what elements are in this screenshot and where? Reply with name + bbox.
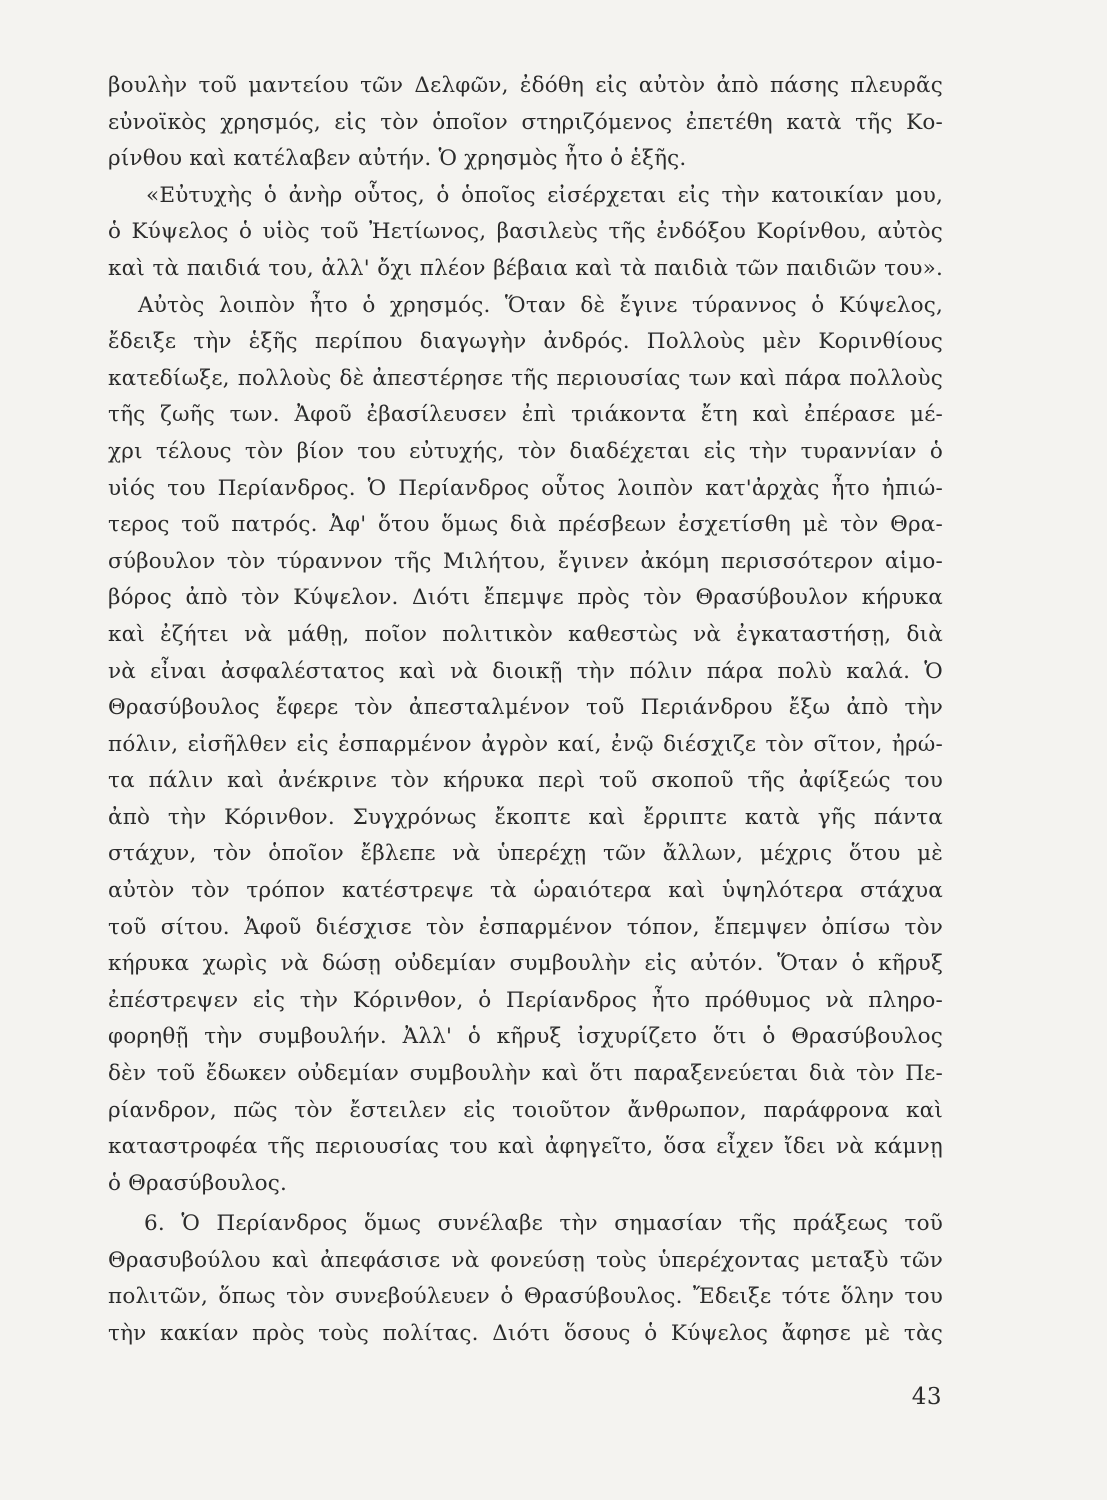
text-line: βουλὴν τοῦ μαντείου τῶν Δελφῶν, ἐδόθη εἰς αὐτὸν ἀπὸ πάσης πλευρᾶς — [108, 73, 943, 98]
text-line: ρίανδρον, πῶς τὸν ἔστειλεν εἰς τοιοῦτον ἄνθρωπον, παράφρονα καὶ — [108, 1097, 943, 1123]
text-line: ἐπέστρεψεν εἰς τὴν Κόρινθον, ὁ Περίανδρος ἦτο πρόθυμος νὰ πληρο- — [108, 987, 943, 1013]
text-line: τα πάλιν καὶ ἀνέκρινε τὸν κήρυκα περὶ τοῦ σκοποῦ τῆς ἀφίξεώς του — [108, 768, 943, 794]
text-line: στάχυν, τὸν ὁποῖον ἔβλεπε νὰ ὑπερέχῃ τῶν ἄλλων, μέχρις ὅτου μὲ — [108, 841, 943, 867]
section-6-text — [108, 1206, 943, 1352]
text-line: καὶ ἐζήτει νὰ μάθῃ, ποῖον πολιτικὸν καθεστὼς νὰ ἐγκαταστήσῃ, διὰ — [108, 621, 943, 647]
text-line: καταστροφέα τῆς περιουσίας του καὶ ἀφηγεῖτο, ὅσα εἶχεν ἴδει νὰ κάμνῃ — [108, 1134, 943, 1160]
text-line: σύβουλον τὸν τύραννον τῆς Μιλήτου, ἔγινεν ἀκόμη περισσότερον αἱμο- — [108, 548, 943, 574]
text-line: ὁ Κύψελος ὁ υἱὸς τοῦ Ἠετίωνος, βασιλεὺς τῆς ἐνδόξου Κορίνθου, αὐτὸς — [108, 219, 943, 245]
text-line: ὁ Θρασύβουλος. — [108, 1170, 287, 1196]
main-text — [108, 68, 943, 1202]
text-line: δὲν τοῦ ἔδωκεν οὐδεμίαν συμβουλὴν καὶ ὅτι παραξενεύεται διὰ τὸν Πε- — [108, 1061, 943, 1087]
text-line: κήρυκα χωρὶς νὰ δώσῃ οὐδεμίαν συμβουλὴν εἰς αὐτόν. Ὅταν ὁ κῆρυξ — [108, 951, 943, 977]
text-line: ἀπὸ τὴν Κόρινθον. Συγχρόνως ἔκοπτε καὶ ἔρριπτε κατὰ γῆς πάντα — [108, 804, 943, 830]
text-line: υἱός του Περίανδρος. Ὁ Περίανδρος οὗτος λοιπὸν κατ'ἀρχὰς ἦτο ἠπιώ- — [108, 475, 943, 501]
text-line: αὐτὸν τὸν τρόπον κατέστρεψε τὰ ὡραιότερα καὶ ὑψηλότερα στάχυα — [108, 878, 943, 904]
text-line: Θρασυβούλου καὶ ἀπεφάσισε νὰ φονεύσῃ τοὺς ὑπερέχοντας μεταξὺ τῶν — [108, 1247, 943, 1273]
text-line: 6. Ὁ Περίανδρος ὅμως συνέλαβε τὴν σημασίαν τῆς πράξεως τοῦ — [144, 1211, 943, 1236]
text-line: εὐνοϊκὸς χρησμός, εἰς τὸν ὁποῖον στηριζόμενος ἐπετέθη κατὰ τῆς Κο- — [108, 109, 943, 135]
text-line: ἔδειξε τὴν ἑξῆς περίπου διαγωγὴν ἀνδρός. Πολλοὺς μὲν Κορινθίους — [108, 329, 943, 355]
text-line: κατεδίωξε, πολλοὺς δὲ ἀπεστέρησε τῆς περιουσίας των καὶ πάρα πολλοὺς — [108, 365, 943, 391]
text-line: καὶ τὰ παιδιά του, ἀλλ' ὄχι πλέον βέβαια καὶ τὰ παιδιὰ τῶν παιδιῶν του». — [108, 255, 943, 281]
text-line: πόλιν, εἰσῆλθεν εἰς ἐσπαρμένον ἀγρὸν καί, ἐνῷ διέσχιζε τὸν σῖτον, ἠρώ- — [108, 731, 943, 757]
text-line: τερος τοῦ πατρός. Ἀφ' ὅτου ὅμως διὰ πρέσβεων ἐσχετίσθη μὲ τὸν Θρα- — [108, 512, 943, 538]
text-line: νὰ εἶναι ἀσφαλέστατος καὶ νὰ διοικῇ τὴν πόλιν πάρα πολὺ καλά. Ὁ — [108, 658, 943, 684]
text-line: Θρασύβουλος ἔφερε τὸν ἀπεσταλμένον τοῦ Περιάνδρου ἔξω ἀπὸ τὴν — [108, 695, 943, 721]
text-line: ρίνθου καὶ κατέλαβεν αὐτήν. Ὁ χρησμὸς ἦτο ὁ ἑξῆς. — [108, 146, 687, 172]
text-line: χρι τέλους τὸν βίον του εὐτυχής, τὸν διαδέχεται εἰς τὴν τυραννίαν ὁ — [108, 438, 943, 464]
text-line: πολιτῶν, ὅπως τὸν συνεβούλευεν ὁ Θρασύβουλος. Ἔδειξε τότε ὅλην του — [108, 1284, 943, 1310]
page-number: 43 — [911, 1384, 942, 1410]
text-line: «Εὐτυχὴς ὁ ἀνὴρ οὗτος, ὁ ὁποῖος εἰσέρχεται εἰς τὴν κατοικίαν μου, — [146, 182, 943, 208]
text-line: τὴν κακίαν πρὸς τοὺς πολίτας. Διότι ὅσους ὁ Κύψελος ἄφησε μὲ τὰς — [108, 1320, 943, 1346]
text-line: τῆς ζωῆς των. Ἀφοῦ ἐβασίλευσεν ἐπὶ τριάκοντα ἔτη καὶ ἐπέρασε μέ- — [108, 402, 943, 428]
text-line: Αὐτὸς λοιπὸν ἦτο ὁ χρησμός. Ὅταν δὲ ἔγινε τύραννος ὁ Κύψελος, — [138, 292, 943, 318]
text-line: φορηθῇ τὴν συμβουλήν. Ἀλλ' ὁ κῆρυξ ἰσχυρίζετο ὅτι ὁ Θρασύβουλος — [108, 1024, 943, 1050]
text-line: βόρος ἀπὸ τὸν Κύψελον. Διότι ἔπεμψε πρὸς τὸν Θρασύβουλον κήρυκα — [108, 585, 943, 611]
text-line: τοῦ σίτου. Ἀφοῦ διέσχισε τὸν ἐσπαρμένον τόπον, ἔπεμψεν ὀπίσω τὸν — [108, 914, 943, 940]
